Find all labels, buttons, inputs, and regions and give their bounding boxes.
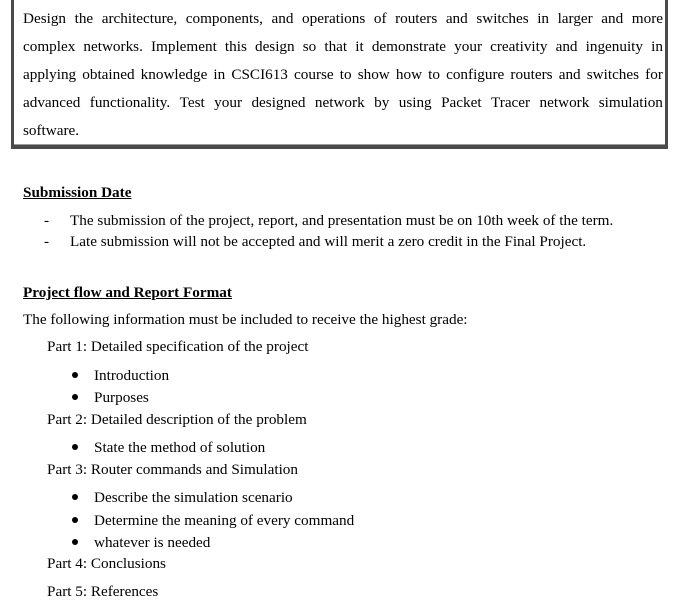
intro-word: design bbox=[254, 38, 295, 55]
intro-text-line bbox=[23, 10, 663, 28]
intro-word: and bbox=[558, 66, 581, 83]
intro-word: in bbox=[537, 10, 550, 27]
intro-word: Packet bbox=[441, 94, 482, 111]
intro-word: that bbox=[324, 38, 348, 55]
intro-word: so bbox=[302, 38, 317, 55]
bullet-item: whatever is needed bbox=[72, 534, 210, 552]
intro-word: creativity bbox=[490, 38, 548, 55]
intro-word: configure bbox=[446, 66, 505, 83]
intro-word: components, bbox=[185, 10, 263, 27]
intro-text-line bbox=[23, 38, 663, 56]
intro-word: designed bbox=[251, 94, 306, 111]
intro-word: Implement bbox=[151, 38, 217, 55]
intro-word: Tracer bbox=[491, 94, 531, 111]
part-5-label: Part 5: References bbox=[47, 583, 159, 600]
intro-word: to bbox=[339, 66, 352, 83]
intro-word: simulation bbox=[598, 94, 663, 111]
intro-word: of bbox=[373, 10, 387, 27]
bullet-item: Introduction bbox=[72, 367, 169, 385]
project-flow-intro: The following information must be included to receive the highest grade: bbox=[23, 311, 468, 328]
bullet-dot-icon bbox=[72, 539, 78, 545]
intro-word: and bbox=[271, 10, 294, 27]
bullet-dot-icon bbox=[72, 394, 78, 400]
intro-word: and bbox=[601, 10, 624, 27]
intro-word: switches bbox=[476, 10, 529, 27]
intro-word: show bbox=[357, 66, 390, 83]
intro-word: advanced bbox=[23, 94, 81, 111]
intro-word: obtained bbox=[82, 66, 135, 83]
bullet-dot-icon bbox=[72, 517, 78, 523]
bullet-dot-icon bbox=[72, 372, 78, 378]
intro-word: and bbox=[555, 38, 578, 55]
part-2-label: Part 2: Detailed description of the problem bbox=[47, 411, 307, 428]
intro-word: Test bbox=[179, 94, 205, 111]
bullet-item: State the method of solution bbox=[72, 439, 265, 457]
intro-word: how bbox=[395, 66, 423, 83]
intro-word: architecture, bbox=[101, 10, 178, 27]
bullet-dot-icon bbox=[72, 494, 78, 500]
intro-word: using bbox=[398, 94, 432, 111]
bullet-item: Describe the simulation scenario bbox=[72, 489, 293, 507]
bullet-item: Determine the meaning of every command bbox=[72, 512, 354, 530]
intro-word: course bbox=[294, 66, 334, 83]
intro-text-line bbox=[23, 66, 663, 84]
intro-word: switches bbox=[586, 66, 640, 83]
intro-word: functionality. bbox=[89, 94, 171, 111]
intro-word: software. bbox=[23, 122, 80, 139]
intro-word: knowledge bbox=[140, 66, 208, 83]
intro-word: your bbox=[214, 94, 243, 111]
intro-word: network bbox=[314, 94, 365, 111]
intro-text-line bbox=[23, 122, 663, 140]
intro-word: ingenuity bbox=[585, 38, 643, 55]
submission-item: - Late submission will not be accepted and will merit a zero credit in the Final Project. bbox=[44, 233, 587, 250]
intro-word: operations bbox=[302, 10, 366, 27]
intro-word: your bbox=[454, 38, 482, 55]
intro-word: applying bbox=[23, 66, 77, 83]
part-4-label: Part 4: Conclusions bbox=[47, 555, 166, 572]
intro-word: Design bbox=[23, 10, 67, 27]
intro-word: complex bbox=[23, 38, 76, 55]
intro-word: larger bbox=[557, 10, 593, 27]
submission-item: - The submission of the project, report, and presentation must be on 10th week of the term. bbox=[44, 212, 614, 229]
part-3-label: Part 3: Router commands and Simulation bbox=[47, 461, 298, 478]
bullet-item: Purposes bbox=[72, 389, 149, 407]
intro-text-line bbox=[23, 94, 663, 112]
intro-word: for bbox=[645, 66, 663, 83]
intro-word: CSCI613 bbox=[231, 66, 288, 83]
intro-word: by bbox=[374, 94, 390, 111]
bullet-dot-icon bbox=[72, 444, 78, 450]
intro-word: the bbox=[74, 10, 94, 27]
intro-word: network bbox=[539, 94, 590, 111]
intro-word: to bbox=[428, 66, 440, 83]
intro-word: routers bbox=[510, 66, 553, 83]
intro-word: in bbox=[213, 66, 226, 83]
submission-date-heading: Submission Date bbox=[23, 184, 132, 201]
intro-word: it bbox=[355, 38, 364, 55]
project-flow-heading: Project flow and Report Format bbox=[23, 284, 232, 301]
intro-word: more bbox=[631, 10, 663, 27]
part-1-label: Part 1: Detailed specification of the project bbox=[47, 338, 309, 355]
intro-word: in bbox=[651, 38, 663, 55]
intro-word: routers bbox=[395, 10, 438, 27]
intro-word: and bbox=[445, 10, 468, 27]
intro-word: this bbox=[224, 38, 247, 55]
intro-word: demonstrate bbox=[371, 38, 447, 55]
intro-word: networks. bbox=[83, 38, 143, 55]
